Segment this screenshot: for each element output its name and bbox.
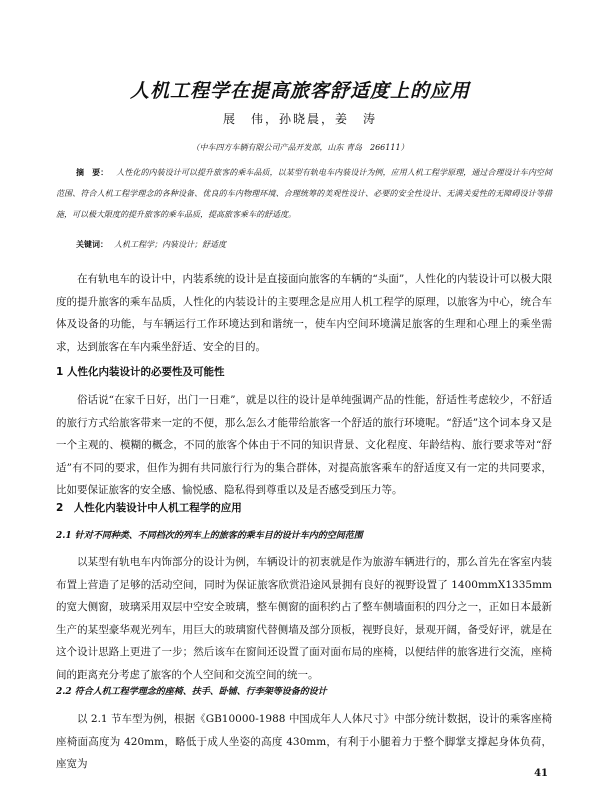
paper-authors: 展 伟，孙晓晨，姜 涛	[222, 112, 377, 126]
section-2-1-paragraph: 以某型有轨电车内饰部分的设计为例，车辆设计的初衷就是作为旅游车辆进行的，那么首先在客室内装布置上营造了足够的活动空间，同时为保证旅客欣赏沿途风景拥有良好的视野设置了 1400mmX1335mm的宽大侧窗，玻璃采用双层中空安全玻璃，整车侧窗的面积约占了整车侧墙面积的四分之一，正如日本最新生产的某型豪华观光列车，用巨大的玻璃窗代替侧墙及部分顶板，视野良好，景观开阔，备受好评，就是在这个设计思路上更进了一步；然后该车在窗间还设置了面对面布局的座椅，以便结伴的旅客进行交流，座椅间的距离充分考虑了旅客的个人空间和交流空间的统一。	[56, 556, 552, 681]
section-2-heading: 2 人性化内装设计中人机工程学的应用	[56, 502, 242, 514]
keywords-text: 人机工程学；内装设计；舒适度	[114, 240, 226, 249]
section-2-1-heading: 2.1 针对不同种类、不同档次的列车上的旅客的乘车目的设计车内的空间范围	[56, 531, 363, 541]
keywords-label: 关键词：	[76, 239, 108, 249]
section-1-paragraph: 俗话说“在家千日好，出门一日难”，就是以往的设计是单纯强调产品的性能，舒适性考虑较少，不舒适的旅行方式给旅客带来一定的不便，那么怎么才能带给旅客一个舒适的旅行环境呢。“舒适”这个词本身又是一个主观的、模糊的概念，不同的旅客个体由于不同的知识背景、文化程度、年龄结构、旅行要求等对“舒适”有不同的要求，但作为拥有共同旅行行为的集合群体，对提高旅客乘车的舒适度又有一定的共同要求，比如要保证旅客的安全感、愉悦感、隐私得到尊重以及是否感受到压力等。	[56, 394, 552, 496]
section-1-heading: 1 人性化内装设计的必要性及可能性	[56, 366, 225, 378]
section-2-2-paragraph: 以 2.1 节车型为例，根据《GB10000-1988 中国成年人人体尺寸》中部分统计数据，设计的乘客座椅座椅面高度为 420mm，略低于成人坐姿的高度 430mm，有利于小腿着力于整个脚掌支撑起身体负荷，座宽为	[56, 713, 552, 770]
paper-title: 人机工程学在提高旅客舒适度上的应用	[129, 80, 470, 102]
intro-paragraph: 在有轨电车的设计中，内装系统的设计是直接面向旅客的车辆的“头面”，人性化的内装设计可以极大限度的提升旅客的乘车品质，人性化的内装设计的主要理念是应用人机工程学的原理，以旅客为中心，统合车体及设备的功能，与车辆运行工作环境达到和谐统一，使车内空间环境满足旅客的生理和心理上的乘坐需求，达到旅客在车内乘坐舒适、安全的目的。	[56, 273, 552, 353]
paper-affiliation: （中车四方车辆有限公司产品开发部，山东 青岛 266111）	[191, 143, 409, 152]
keywords-block	[76, 239, 552, 250]
page-number: 41	[534, 768, 548, 779]
section-2-2-heading: 2.2 符合人机工程学理念的座椅、扶手、卧铺、行李架等设备的设计	[56, 687, 327, 697]
abstract-label: 摘 要：	[76, 167, 109, 177]
abstract-text: 人性化的内装设计可以提升旅客的乘车品质，以某型有轨电车内装设计为例，应用人机工程学原理，通过合理设计车内空间范围、符合人机工程学理念的各种设备、优良的车内物理环境、合理统筹的美观性设计、必要的安全性设计、无满关爱性的无障碍设计等措施，可以极大限度的提升旅客的乘车品质，提高旅客乘车的舒适度。	[56, 168, 552, 219]
abstract-block	[56, 162, 552, 225]
